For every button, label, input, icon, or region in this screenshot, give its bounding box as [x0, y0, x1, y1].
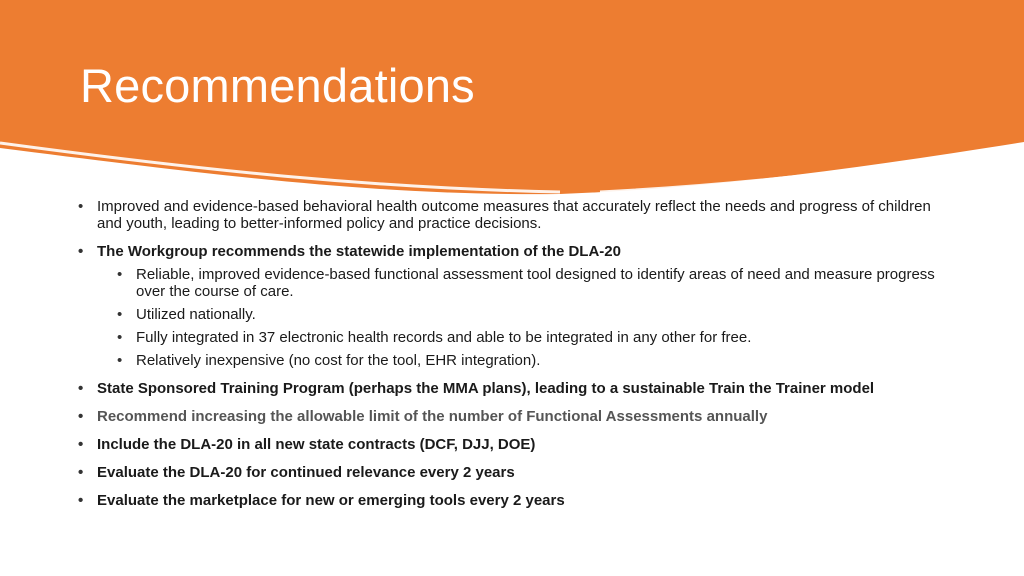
bullet-text: The Workgroup recommends the statewide implementation of the DLA-20 — [97, 243, 621, 260]
sub-bullet-item: • Relatively inexpensive (no cost for the tool, EHR integration). — [117, 352, 958, 369]
bullet-item: • Evaluate the marketplace for new or emerging tools every 2 years — [78, 492, 958, 509]
sub-bullet-item: • Fully integrated in 37 electronic health records and able to be integrated in any other for free. — [117, 329, 958, 346]
sub-bullet-item: • Utilized nationally. — [117, 306, 958, 323]
bullet-list — [78, 198, 958, 520]
bullet-item-workgroup — [78, 243, 958, 369]
bullet-item: • State Sponsored Training Program (perhaps the MMA plans), leading to a sustainable Train the Trainer model — [78, 380, 958, 397]
bullet-item: • Include the DLA-20 in all new state contracts (DCF, DJJ, DOE) — [78, 436, 958, 453]
sub-bullet-list — [97, 266, 958, 369]
bullet-item: • Evaluate the DLA-20 for continued relevance every 2 years — [78, 464, 958, 481]
bullet-item: • Recommend increasing the allowable limit of the number of Functional Assessments annually — [78, 408, 958, 425]
sub-bullet-item: • Reliable, improved evidence-based functional assessment tool designed to identify areas of need and measure progress over the course of care. — [117, 266, 958, 300]
bullet-item: • Improved and evidence-based behavioral health outcome measures that accurately reflect the needs and progress of children and youth, leading to better-informed policy and practice decisions. — [78, 198, 958, 232]
slide-header — [0, 0, 1024, 200]
slide-title: Recommendations — [80, 59, 475, 112]
